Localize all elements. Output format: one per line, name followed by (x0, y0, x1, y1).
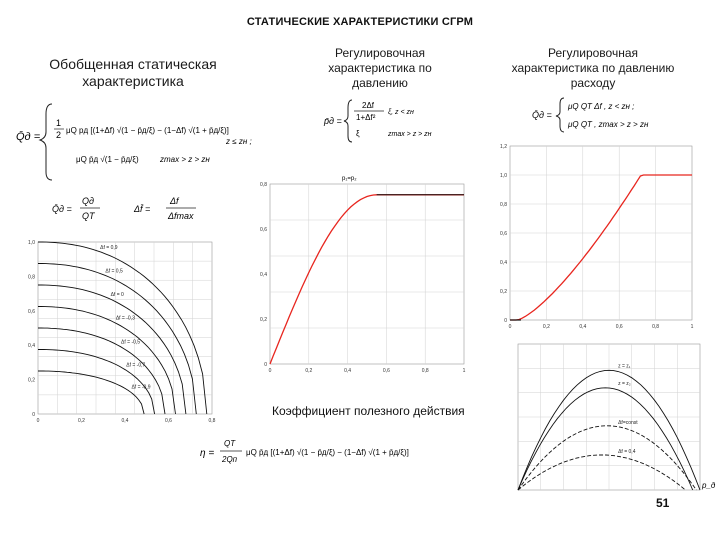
svg-text:μQ QТ , zmax > z > zн: μQ QТ , zmax > z > zн (568, 120, 649, 129)
family-chart-y-tick: 0,2 (28, 377, 35, 384)
svg-text:QТ: QТ (224, 439, 236, 448)
pressure-chart-frame (270, 184, 464, 364)
flow-chart-y-tick: 1,2 (500, 144, 507, 150)
family-chart-y-tick: 0,6 (28, 308, 35, 315)
family-chart-x-tick: 0,2 (78, 418, 85, 424)
efficiency-curve (518, 455, 685, 490)
pressure-header-line2: характеристика по (328, 61, 432, 75)
svg-text:Q̄д =: Q̄д = (16, 131, 41, 143)
family-chart-x-tick: 0,8 (208, 418, 216, 424)
flow-chart-x-tick: 0,4 (579, 324, 587, 330)
pressure-chart-x-tick: 0,2 (305, 368, 313, 374)
flow-header-line1: Регулировочная (547, 46, 639, 60)
svg-text:2: 2 (56, 130, 62, 140)
family-chart-x-tick: 0,4 (121, 418, 129, 424)
svg-text:2Δf: 2Δf (362, 101, 375, 110)
family-chart-y-tick: 1,0 (28, 240, 35, 246)
pressure-chart-y-tick: 0,2 (260, 317, 267, 323)
flow-chart-y-tick: 0,2 (500, 289, 507, 295)
efficiency-label: Коэффициент полезного действия (272, 404, 465, 418)
flow-header (488, 46, 698, 91)
efficiency-x-axis-label: p_д (702, 481, 716, 490)
pressure-chart-x-tick: 0,8 (421, 368, 429, 374)
flow-chart-curve (510, 175, 692, 320)
pressure-header-line1: Регулировочная (334, 46, 426, 60)
pressure-chart-y-tick: 0,4 (260, 272, 267, 278)
flow-curve (510, 175, 692, 320)
flow-chart-grid (500, 144, 694, 330)
pressure-chart-x-tick: 1 (462, 368, 466, 374)
efficiency-curve-label: z = z₁ (618, 363, 631, 370)
family-chart-x-tick: 0,6 (165, 418, 172, 424)
family-chart-labels (100, 245, 151, 391)
flow-chart-y-tick: 1,0 (500, 173, 507, 179)
flow-chart-x-tick: 0,2 (542, 324, 550, 330)
flow-chart-y-tick: 0,8 (500, 202, 507, 208)
formula-efficiency (198, 432, 488, 474)
flow-chart-y-tick: 0,6 (500, 231, 507, 237)
svg-text:1+Δf²: 1+Δf² (356, 113, 376, 122)
family-chart-y-tick: 0,8 (28, 274, 35, 281)
svg-text:p̄д =: p̄д = (324, 116, 342, 126)
efficiency-curve (518, 426, 696, 490)
family-chart-y-tick: 0 (32, 412, 35, 418)
efficiency-curve-label: Δf=const (618, 419, 638, 426)
family-curve-label: Δf = -0,7 (126, 362, 146, 369)
pressure-chart (246, 172, 472, 374)
svg-text:Δfmax: Δfmax (168, 211, 194, 221)
page-number: 51 (656, 496, 670, 510)
svg-text:η =: η = (200, 448, 215, 459)
pressure-chart-x-tick: 0,6 (382, 368, 390, 374)
family-curve-label: Δf = -0,9 (131, 384, 151, 391)
formula-generalized (12, 96, 278, 186)
svg-text:ξ: ξ (356, 129, 360, 138)
efficiency-chart-grid (518, 344, 700, 490)
family-curve-label: Δf = 0,5 (105, 268, 123, 275)
formula-definitions (48, 190, 228, 226)
svg-text:Δf̄ =: Δf̄ = (134, 204, 151, 214)
family-chart (20, 228, 220, 428)
flow-chart (484, 136, 706, 336)
pressure-curve-label: p₁=p₂ (342, 176, 357, 182)
family-curve-label: Δf = 0,9 (100, 244, 118, 251)
svg-text:2Qп: 2Qп (222, 455, 238, 464)
pressure-header-line3: давлению (352, 76, 408, 90)
family-curve-label: Δf = -0,5 (121, 339, 141, 346)
flow-chart-x-tick: 0,8 (652, 324, 660, 330)
pressure-header (300, 46, 460, 91)
flow-chart-y-tick: 0 (504, 318, 507, 324)
svg-text:Q̄д =: Q̄д = (52, 204, 72, 214)
generalized-header (20, 56, 246, 90)
svg-text:z ≤ zн ;: z ≤ zн ; (226, 137, 252, 146)
svg-text:μQ p̄д [(1+Δf) √(1 − p̄д/ξ) −: μQ p̄д [(1+Δf) √(1 − p̄д/ξ) − (1−Δf) √(1 + p̄д/ξ)] (246, 448, 409, 457)
flow-chart-x-tick: 0,6 (615, 324, 623, 330)
efficiency-curve-label: z = z₂ (618, 380, 631, 387)
generalized-header-line2: характеристика (82, 73, 184, 89)
pressure-chart-y-tick: 0,6 (260, 227, 267, 233)
efficiency-curve-label: Δf = 0,4 (618, 448, 636, 455)
svg-text:zmax > z > zн: zmax > z > zн (388, 131, 432, 138)
page-title: СТАТИЧЕСКИЕ ХАРАКТЕРИСТИКИ СГРМ (246, 16, 474, 28)
pressure-chart-x-tick: 0 (268, 368, 272, 374)
family-chart-y-tick: 0,4 (28, 343, 35, 350)
svg-text:μQ pд [(1+Δf) √(1 − p̄д/ξ) − (: μQ pд [(1+Δf) √(1 − p̄д/ξ) − (1−Δf) √(1 + p̄д/ξ)] (66, 126, 229, 135)
flow-header-line2: характеристика по давлению (511, 61, 675, 75)
family-curve-label: Δf = 0 (110, 291, 124, 298)
efficiency-chart (504, 340, 720, 500)
formula-pressure (322, 96, 462, 144)
flow-chart-x-tick: 0 (508, 324, 512, 330)
flow-header-line3: расходу (570, 76, 616, 90)
svg-text:1: 1 (56, 118, 62, 128)
svg-text:μQ QТ Δf , z < zн ;: μQ QТ Δf , z < zн ; (568, 102, 635, 111)
svg-text:Q̄д =: Q̄д = (532, 110, 552, 120)
pressure-chart-grid (260, 182, 466, 374)
svg-text:ξ, z < zн: ξ, z < zн (388, 109, 414, 116)
svg-text:zmax > z > zн: zmax > z > zн (160, 155, 210, 164)
svg-text:μQ p̄д √(1 − p̄д/ξ): μQ p̄д √(1 − p̄д/ξ) (76, 155, 139, 164)
pressure-chart-y-tick: 0,8 (260, 182, 267, 188)
generalized-header-line1: Обобщенная статическая (49, 56, 217, 72)
svg-text:QТ: QТ (82, 211, 95, 221)
svg-text:Δf: Δf (170, 196, 179, 206)
pressure-chart-y-tick: 0 (264, 362, 267, 368)
family-curve-label: Δf = -0,3 (115, 315, 135, 322)
svg-text:Qд: Qд (82, 196, 94, 206)
efficiency-curve (518, 388, 693, 490)
flow-chart-y-tick: 0,4 (500, 260, 507, 266)
flow-chart-x-tick: 1 (690, 324, 694, 330)
pressure-chart-x-tick: 0,4 (344, 368, 352, 374)
family-curve (38, 371, 144, 414)
family-curve (38, 350, 155, 415)
family-curve (38, 328, 165, 414)
family-chart-x-tick: 0 (36, 418, 40, 424)
formula-flow (530, 94, 680, 134)
